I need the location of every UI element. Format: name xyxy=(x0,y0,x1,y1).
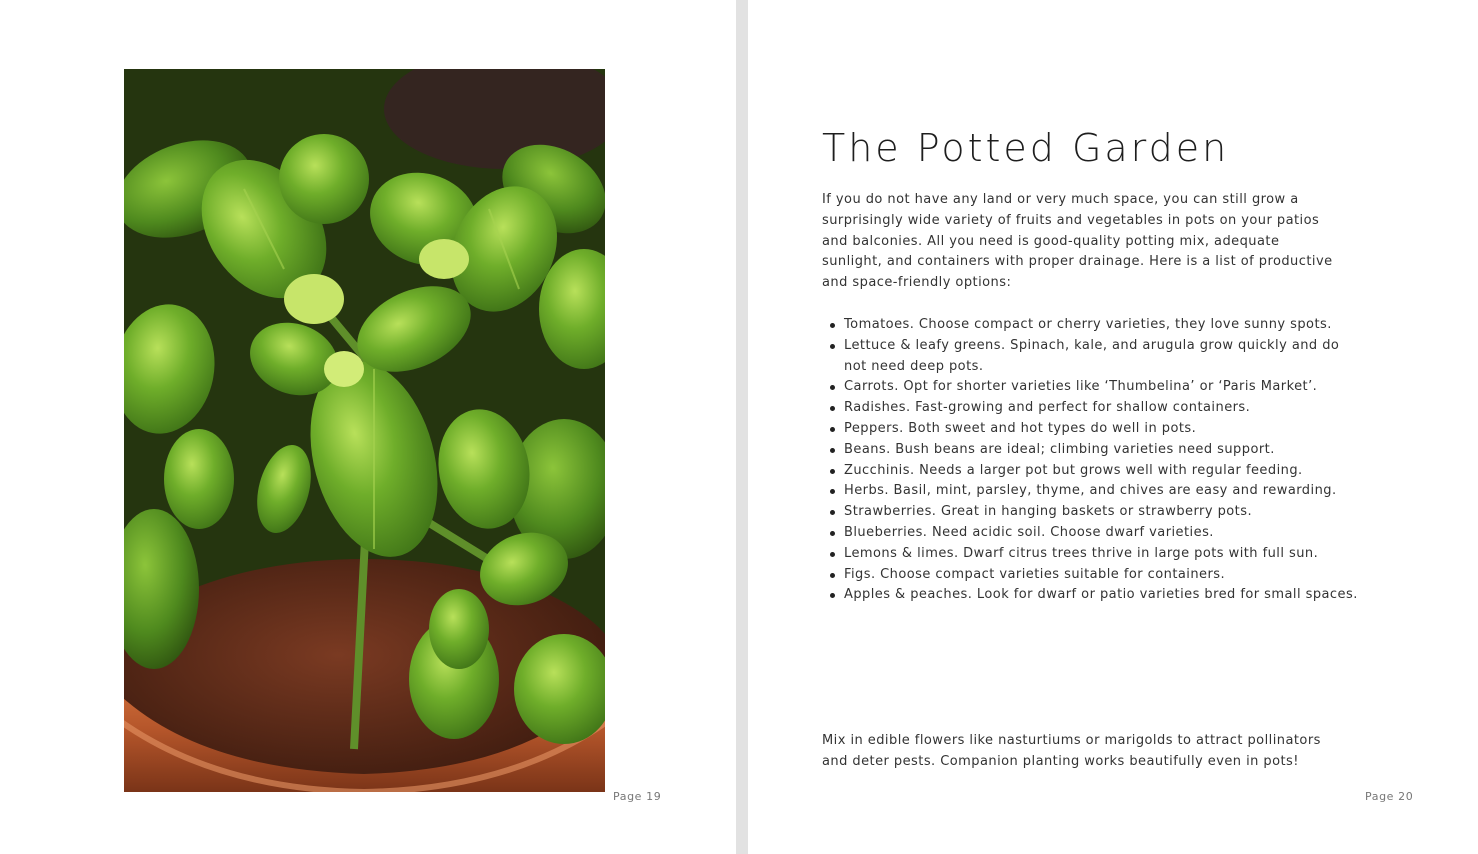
list-item: Blueberries. Need acidic soil. Choose dwarf varieties. xyxy=(844,523,1364,544)
intro-paragraph: If you do not have any land or very much space, you can still grow a surprisingly wide variety of fruits and vegetables in pots on your patios and balconies. All you need is good-quality potting mix, adequate sunlight, and containers with proper drainage. Here is a list of productive and space-friendly options: xyxy=(822,192,1333,291)
page-number-left: Page 19 xyxy=(613,790,662,803)
list-item: Carrots. Opt for shorter varieties like ‘Thumbelina’ or ‘Paris Market’. xyxy=(844,377,1364,398)
list-item: Zucchinis. Needs a larger pot but grows well with regular feeding. xyxy=(844,461,1364,482)
list-item: Beans. Bush beans are ideal; climbing varieties need support. xyxy=(844,440,1364,461)
closing-paragraph: Mix in edible flowers like nasturtiums or marigolds to attract pollinators and deter pests. Companion planting works beautifully even in pots! xyxy=(822,733,1321,769)
list-item: Figs. Choose compact varieties suitable for containers. xyxy=(844,565,1364,586)
book-gutter xyxy=(736,0,748,854)
page-title: The Potted Garden xyxy=(822,126,1230,170)
list-item: Peppers. Both sweet and hot types do well in pots. xyxy=(844,419,1364,440)
list-item: Radishes. Fast-growing and perfect for shallow containers. xyxy=(844,398,1364,419)
list-item: Lemons & limes. Dwarf citrus trees thrive in large pots with full sun. xyxy=(844,544,1364,565)
left-page xyxy=(0,0,736,854)
basil-photo xyxy=(124,69,605,792)
list-item: Herbs. Basil, mint, parsley, thyme, and chives are easy and rewarding. xyxy=(844,481,1364,502)
list-item: Apples & peaches. Look for dwarf or patio varieties bred for small spaces. xyxy=(844,585,1364,606)
list-item: Tomatoes. Choose compact or cherry varieties, they love sunny spots. xyxy=(844,315,1364,336)
page-number-right: Page 20 xyxy=(1365,790,1414,803)
plant-list xyxy=(822,315,1364,606)
basil-illustration xyxy=(124,69,605,792)
list-item: Lettuce & leafy greens. Spinach, kale, and arugula grow quickly and do not need deep pots. xyxy=(844,336,1364,378)
list-item: Strawberries. Great in hanging baskets or strawberry pots. xyxy=(844,502,1364,523)
